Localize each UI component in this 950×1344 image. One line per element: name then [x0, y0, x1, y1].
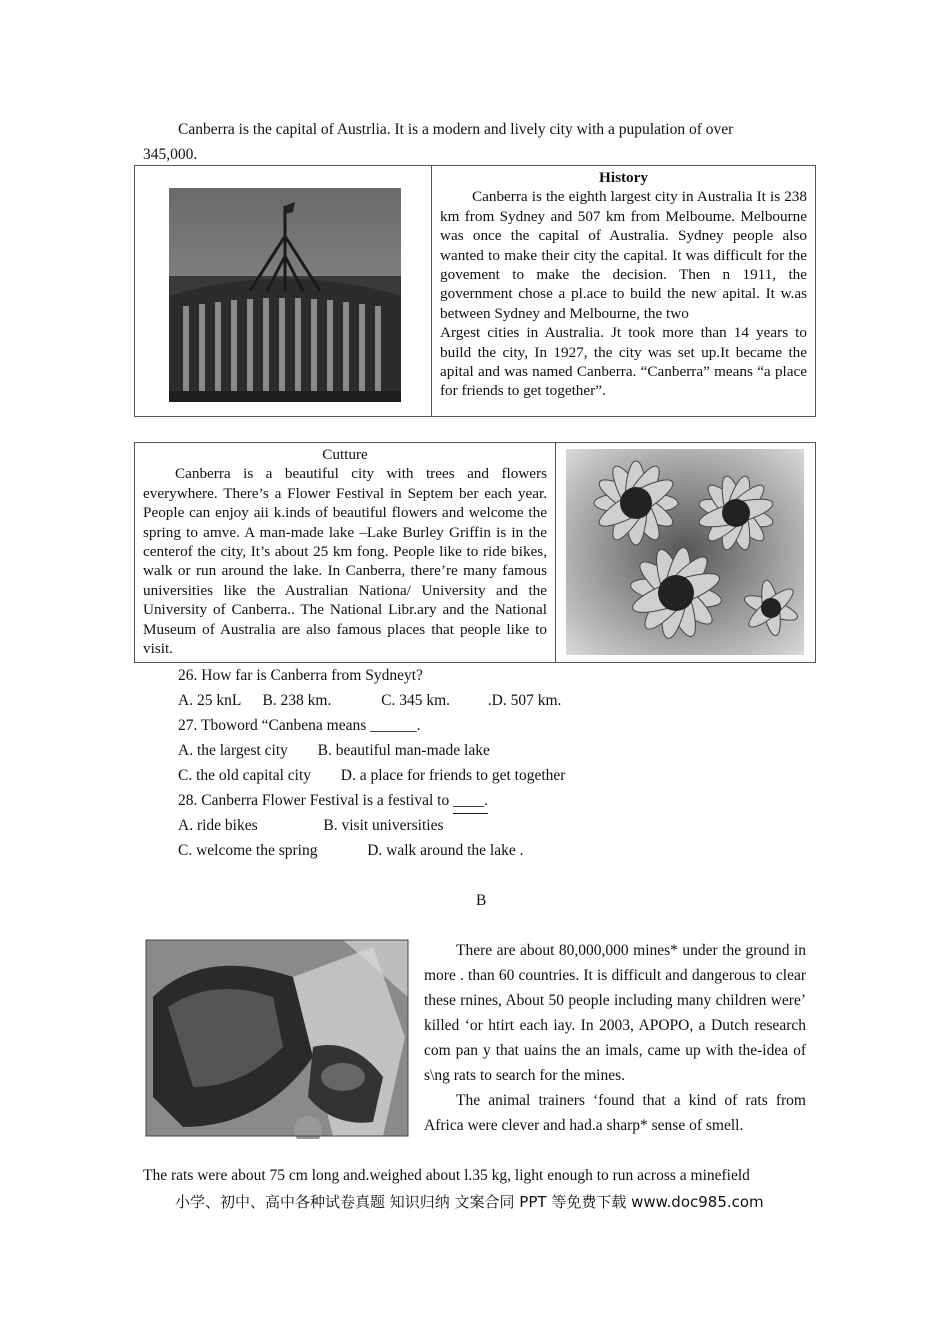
section-b-para3: The rats were about 75 cm long and.weighed about l.35 kg, light enough to run across a minefield [143, 1167, 750, 1184]
question-28-options-cd [178, 838, 523, 863]
q26-option-d: .D. 507 km. [487, 692, 562, 709]
q28-option-d: D. walk around the lake . [367, 842, 524, 859]
history-text-cell [432, 166, 816, 417]
culture-table [134, 442, 816, 663]
section-b-text [424, 938, 806, 1138]
intro-line2: 345,000. [143, 146, 198, 163]
culture-title: Cutture [322, 446, 368, 463]
parliament-house-photo [135, 166, 431, 416]
question-27-options-cd [178, 763, 565, 788]
section-b-para2: The animal trainers ‘found that a kind of rats from Africa were clever and had.a sharp* sense of smell. [424, 1092, 806, 1134]
q27-option-b: B. beautiful man-made lake [317, 742, 490, 759]
section-b-para1: There are about 80,000,000 mines* under the ground in more . than 60 countries. It is difficult and dangerous to clear these rnines, About 50 people including many children were’ killed ‘or htirt each iay. In 2003, APOPO, a Dutch research com pan y that uains the an imals, came up with the-idea of s\ng rats to search for the mines. [424, 942, 806, 1084]
section-b-label: B [476, 892, 487, 909]
q26-option-b: B. 238 km. [262, 692, 332, 709]
question-28 [178, 788, 488, 814]
history-text: Canberra is the eighth largest city in Australia It is 238 km from Sydney and 507 km from Melboume. Melbourne was once the capital of Australia. Sydney people also wanted to make their city the capital. It was difficult for the govement to make the decision. Then n 1911, the government chose a pl.ace to build the new apital. It w.as between Sydney and Melbourne, the two [440, 188, 807, 322]
intro-line1: Canberra is the capital of Austrlia. It is a modern and lively city with a pupulation of over [178, 121, 734, 138]
footer-text: 小学、初中、高中各种试卷真题 知识归纳 文案合同 PPT 等免费下载 www.doc985.com [175, 1193, 764, 1211]
q27-option-c: C. the old capital city [178, 767, 312, 784]
history-text-2: Argest cities in Australia. Jt took more than 14 years to build the city, In 1927, the city was set up.It became the apital and was named Canberra. “Canberra” means “a place for friends to get together”. [440, 324, 807, 400]
culture-text: Canberra is a beautiful city with trees and flowers everywhere. There’s a Flower Festival in Septem ber each year. People can enjoy aii k.inds of beautiful flowers and welcome the spring to amve. A man-made lake –Lake Burley Griffin is in the centerof the city, It’s about 25 km fong. People like to ride bikes, walk or run around the lake. In Canberra, there’re many famous universities like the Australian Nationa/ University and the University of Canberra.. The National Libr.ary and the National Museum of Australia are also famous places that people like to visit. [143, 465, 547, 658]
culture-photo-cell [556, 443, 816, 663]
history-photo-cell [135, 166, 432, 417]
question-27: 27. Tboword “Canbena means ______. [178, 717, 421, 734]
q28-option-c: C. welcome the spring [178, 842, 318, 859]
q28-prefix: 28. Canberra Flower Festival is a festival to [178, 792, 450, 809]
history-table [134, 165, 816, 417]
q28-option-a: A. ride bikes [178, 817, 258, 834]
culture-text-cell [135, 443, 556, 663]
q27-option-a: A. the largest city [178, 742, 288, 759]
rat-trainer-photo [143, 937, 409, 1139]
intro-paragraph [143, 117, 806, 167]
question-27-options-ab [178, 738, 490, 763]
history-title: History [599, 169, 648, 186]
q27-option-d: D. a place for friends to get together [340, 767, 566, 784]
question-28-options-ab [178, 813, 444, 838]
q28-blank: ____. [453, 788, 488, 814]
q28-option-b: B. visit universities [323, 817, 444, 834]
question-26: 26. How far is Canberra from Sydneyt? [178, 667, 423, 684]
question-26-options [178, 688, 561, 713]
q26-option-c: C. 345 km. [381, 692, 451, 709]
sunflowers-photo [556, 443, 814, 662]
q26-option-a: A. 25 knL [178, 692, 241, 709]
